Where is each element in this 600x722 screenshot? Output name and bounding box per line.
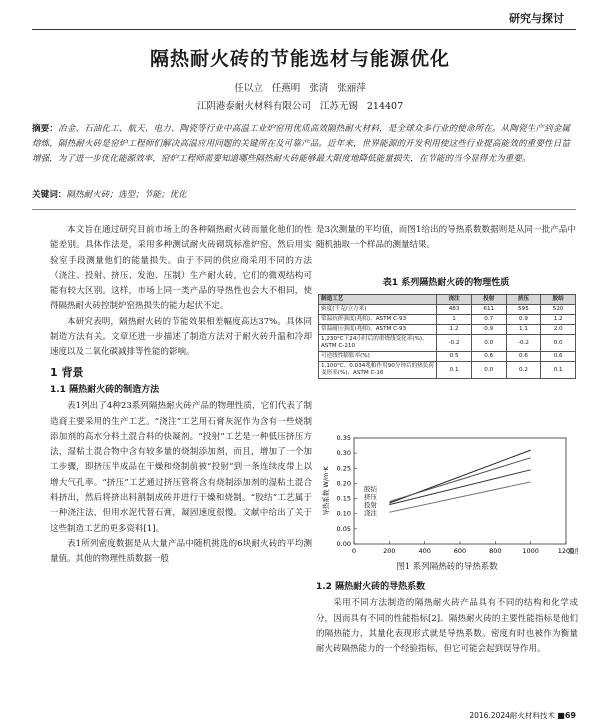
y-tick-label: 0.20 [336, 479, 351, 488]
table-cell: -0.2 [506, 335, 541, 352]
table-cell: 1.1 [506, 325, 541, 335]
subsection-heading-conductivity: 1.2 隔热耐火砖的导热系数 [316, 582, 426, 592]
affiliation: 江阴港泰耐火材料有限公司 江苏无锡 214407 [196, 101, 404, 112]
manufacturing-paragraph: 表1列出了4种23系列隔热耐火砖产品的物理性质，它们代表了制造商主要采用的生产工艺。“浇注”工艺用石膏灰泥作为含有一些烧制添加剂的高水分料土混合料的快凝剂。“投射”工艺是一种低压挤压方法，湿粘土混合物中含有较多量的烧制添加剂，而且，增加了一个加工步骤，即挤压半成品在干燥和烧制前被“投射”到一条连续皮带上以增大气孔率。“挤压”工艺通过挤压管将含有烧制添加剂的湿粘土混合料挤出，然后将挤出料割制成砖并进行干燥和烧制。“胶结”工艺属于一种浇注法，但用水泥代替石膏，凝固速度很慢。文献中给出了关于这些制造工艺的更多资料[1]。 [50, 401, 312, 534]
table-row [319, 352, 576, 362]
table-row [319, 362, 576, 379]
table-cell: 0.0 [541, 335, 576, 352]
y-tick-label: 0.15 [336, 494, 351, 503]
table-header-cell: 胶结 [541, 295, 576, 305]
conductivity-paragraph: 采用不同方法制造的隔热耐火砖产品具有不同的结构和化学成分，因而具有不同的性能指标[2]。隔热耐火砖的主要性能指标是他们的隔热能力，其量化表现形式就是导热系数。密度有时也被作为衡量耐火砖隔热能力的一个经验指标，但它可能会起到误导作用。 [316, 598, 578, 655]
subsection-heading-manufacturing: 1.1 隔热耐火砖的制造方法 [50, 384, 160, 395]
table-cell: 0.5 [437, 352, 472, 362]
table-cell: 0.6 [541, 352, 576, 362]
table-cell: 1.2 [437, 325, 472, 335]
table-cell: 常温耐压强度(兆帕)、ASTM C-93 [319, 325, 437, 335]
keywords-text: 隔热耐火砖；选型；节能；优化 [66, 190, 187, 200]
section-heading-background: 1 背景 [50, 365, 84, 379]
table-cell: 595 [506, 305, 541, 315]
table-caption: 表1 系列隔热耐火砖的物理性质 [382, 278, 510, 288]
authors: 任以立 任燕明 张清 张丽萍 [234, 83, 366, 94]
table-cell: 0.9 [471, 325, 506, 335]
table-header-cell: 浇注 [437, 295, 472, 305]
properties-table [318, 294, 576, 379]
table-cell: 2.0 [541, 325, 576, 335]
plot-frame [354, 438, 566, 544]
y-tick-label: 0.05 [336, 524, 351, 533]
x-tick-label: 0 [351, 547, 357, 555]
table-header-cell: 挤压 [506, 295, 541, 305]
table-cell: 0.0 [471, 335, 506, 352]
y-tick-label: 0.30 [336, 449, 351, 458]
table-cell: 1.2 [541, 315, 576, 325]
table-row [319, 315, 576, 325]
keywords-label: 关键词： [32, 190, 67, 200]
legend-label: 浇注 [363, 509, 377, 517]
abstract-label: 摘要： [32, 124, 59, 134]
table-row [319, 335, 576, 352]
x-tick-label: 1000 [522, 547, 539, 555]
y-tick-label: 0.25 [336, 464, 351, 473]
right-column-bottom [316, 577, 578, 657]
abstract-text: 冶金、石油化工、航天、电力、陶瓷等行业中高温工业炉窑用优质高效隔热耐火材料，是全球众多行业的使命所在。从陶瓷生产到金属熔炼，隔热耐火砖是窑炉工程师们解决高温应用问题的关键所在及可靠产品。近年来，世界能源的开发利用使这些行业提高能效的重要性日益增强，为了进一步优化能源效率，窑炉工程师需要知道哪些隔热耐火砖能够最大限度地降低能量损失，在节能的当今显得尤为重要。 [32, 124, 570, 164]
paper-title: 隔热耐火砖的节能选材与能源优化 [149, 48, 450, 70]
x-tick-label: 400 [418, 547, 431, 555]
table-header-cell: 制造工艺 [319, 295, 437, 305]
table-cell: 0.0 [471, 362, 506, 379]
legend-label: 胶结 [363, 485, 377, 493]
right-column-top [316, 223, 576, 254]
table-cell: 520 [541, 305, 576, 315]
conductivity-chart [316, 432, 578, 560]
x-tick-label: 600 [453, 547, 467, 555]
y-tick-label: 0.35 [336, 434, 351, 442]
keywords [32, 188, 570, 200]
table-cell: 0.9 [506, 315, 541, 325]
x-axis-label: 温度 [568, 547, 578, 555]
page-footer [469, 710, 576, 721]
y-tick-label: 0.10 [336, 509, 351, 518]
table-cell: 1,230°C下24小时后的重烧线变化率(%)、ASTM C-210 [319, 335, 437, 352]
x-tick-label: 800 [489, 547, 502, 555]
table-cell: 0.7 [471, 315, 506, 325]
density-paragraph: 表1所列密度数据是从大量产品中随机挑选的6块耐火砖的平均测量值。其他的物理性质数据一般 [50, 538, 312, 565]
table-cell: 1 [437, 315, 472, 325]
figure-caption: 图1 系列隔热砖的导热系数 [396, 562, 498, 572]
abstract [32, 122, 570, 167]
table-cell: 0.1 [437, 362, 472, 379]
journal-name: 2016.2024耐火材料技术 [469, 711, 555, 720]
table-cell: 密度(千克/立方米) [319, 305, 437, 315]
intro-paragraph-2: 本研究表明，隔热耐火砖的节能效果相差幅度高达37%。具体同制造方法有关。文章还进一步描述了制造方法对于耐火砖升温和冷却速度以及二氧化碳减排等性能的影响。 [50, 316, 312, 358]
table-cell: 1,100°C、0.034兆帕作用90分钟后的热负荷变形率(%)、ASTM C-16 [319, 362, 437, 379]
section-tag: 研究与探讨 [509, 12, 564, 25]
page-number: ■69 [557, 711, 576, 720]
table-header-cell: 投射 [471, 295, 506, 305]
table-cell: 483 [437, 305, 472, 315]
x-tick-label: 200 [383, 547, 396, 555]
table-cell: 0.6 [506, 352, 541, 362]
continued-paragraph: 是3次测量的平均值，而图1给出的导热系数数据则是从同一批产品中随机抽取一个样品的测量结果。 [316, 225, 576, 251]
x-tick-label: 1200 [557, 547, 575, 555]
table-row [319, 325, 576, 335]
table-row [319, 305, 576, 315]
table-header-row [319, 295, 576, 305]
legend-label: 投射 [363, 501, 377, 509]
intro-paragraph-1: 本文旨在通过研究目前市场上的各种隔热耐火砖而量化他们的性能差别。具体作法是，采用多种测试耐火砖砌筑标准炉窑，然后用实验室手段测量他们的能量损失。由于不同的供应商采用不同的方法（浇注、投射、挤压、发泡、压制）生产耐火砖，它们的微观结构可能有较大区别。这样，市场上同一类产品的导热性也会大不相同，使得隔热耐火砖控制炉窑热损失的能力起伏不定。 [50, 225, 312, 312]
table-cell: 611 [471, 305, 506, 315]
legend-label: 挤压 [363, 493, 377, 501]
header-rule [32, 29, 576, 30]
table-cell: 可逆线性膨胀率(%) [319, 352, 437, 362]
figure-1 [316, 432, 578, 560]
y-tick-label: 0.00 [336, 540, 351, 548]
y-axis-label: 导热系数 W/m·K [322, 466, 330, 516]
table-cell: -0.2 [437, 335, 472, 352]
table-cell: 0.2 [506, 362, 541, 379]
abstract-rule [32, 209, 576, 210]
table-cell: 0.6 [471, 352, 506, 362]
table-cell: 常温抗折强度(兆帕)、ASTM C-93 [319, 315, 437, 325]
left-column [50, 223, 312, 568]
table-cell: 0.1 [541, 362, 576, 379]
